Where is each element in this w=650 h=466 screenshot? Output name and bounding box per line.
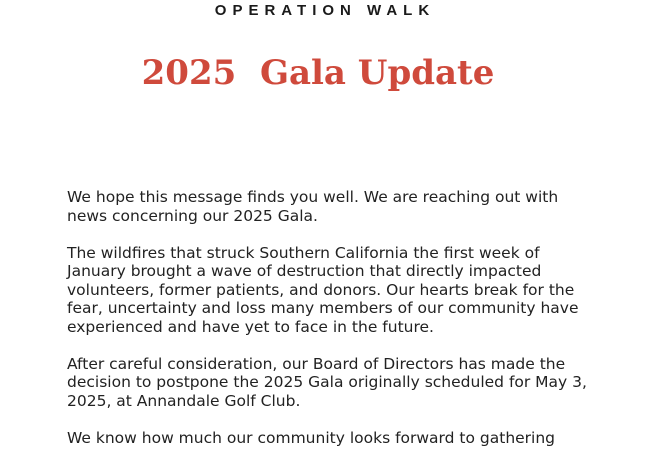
page-title: 2025 Gala Update	[141, 53, 495, 93]
paragraph-postponement: After careful consideration, our Board of Directors has made the decision to postpone the 2025 Gala originally scheduled for May 3, 2025, at Annandale Golf Club.	[67, 354, 587, 410]
paragraph-wildfires: The wildfires that struck Southern California the first week of January brought a wave of destruction that directly impacted volunteers, former patients, and donors. Our hearts break for the fear, uncertainty and loss many members of our community have experienced and have yet to face in the future.	[67, 243, 579, 336]
paragraph-intro: We hope this message finds you well. We are reaching out with news concerning our 2025 Gala.	[67, 188, 559, 225]
brand-wordmark: OPERATION WALK	[214, 2, 436, 19]
message-body	[67, 188, 587, 466]
paragraph-cutoff: We know how much our community looks forward to gathering	[67, 428, 556, 447]
